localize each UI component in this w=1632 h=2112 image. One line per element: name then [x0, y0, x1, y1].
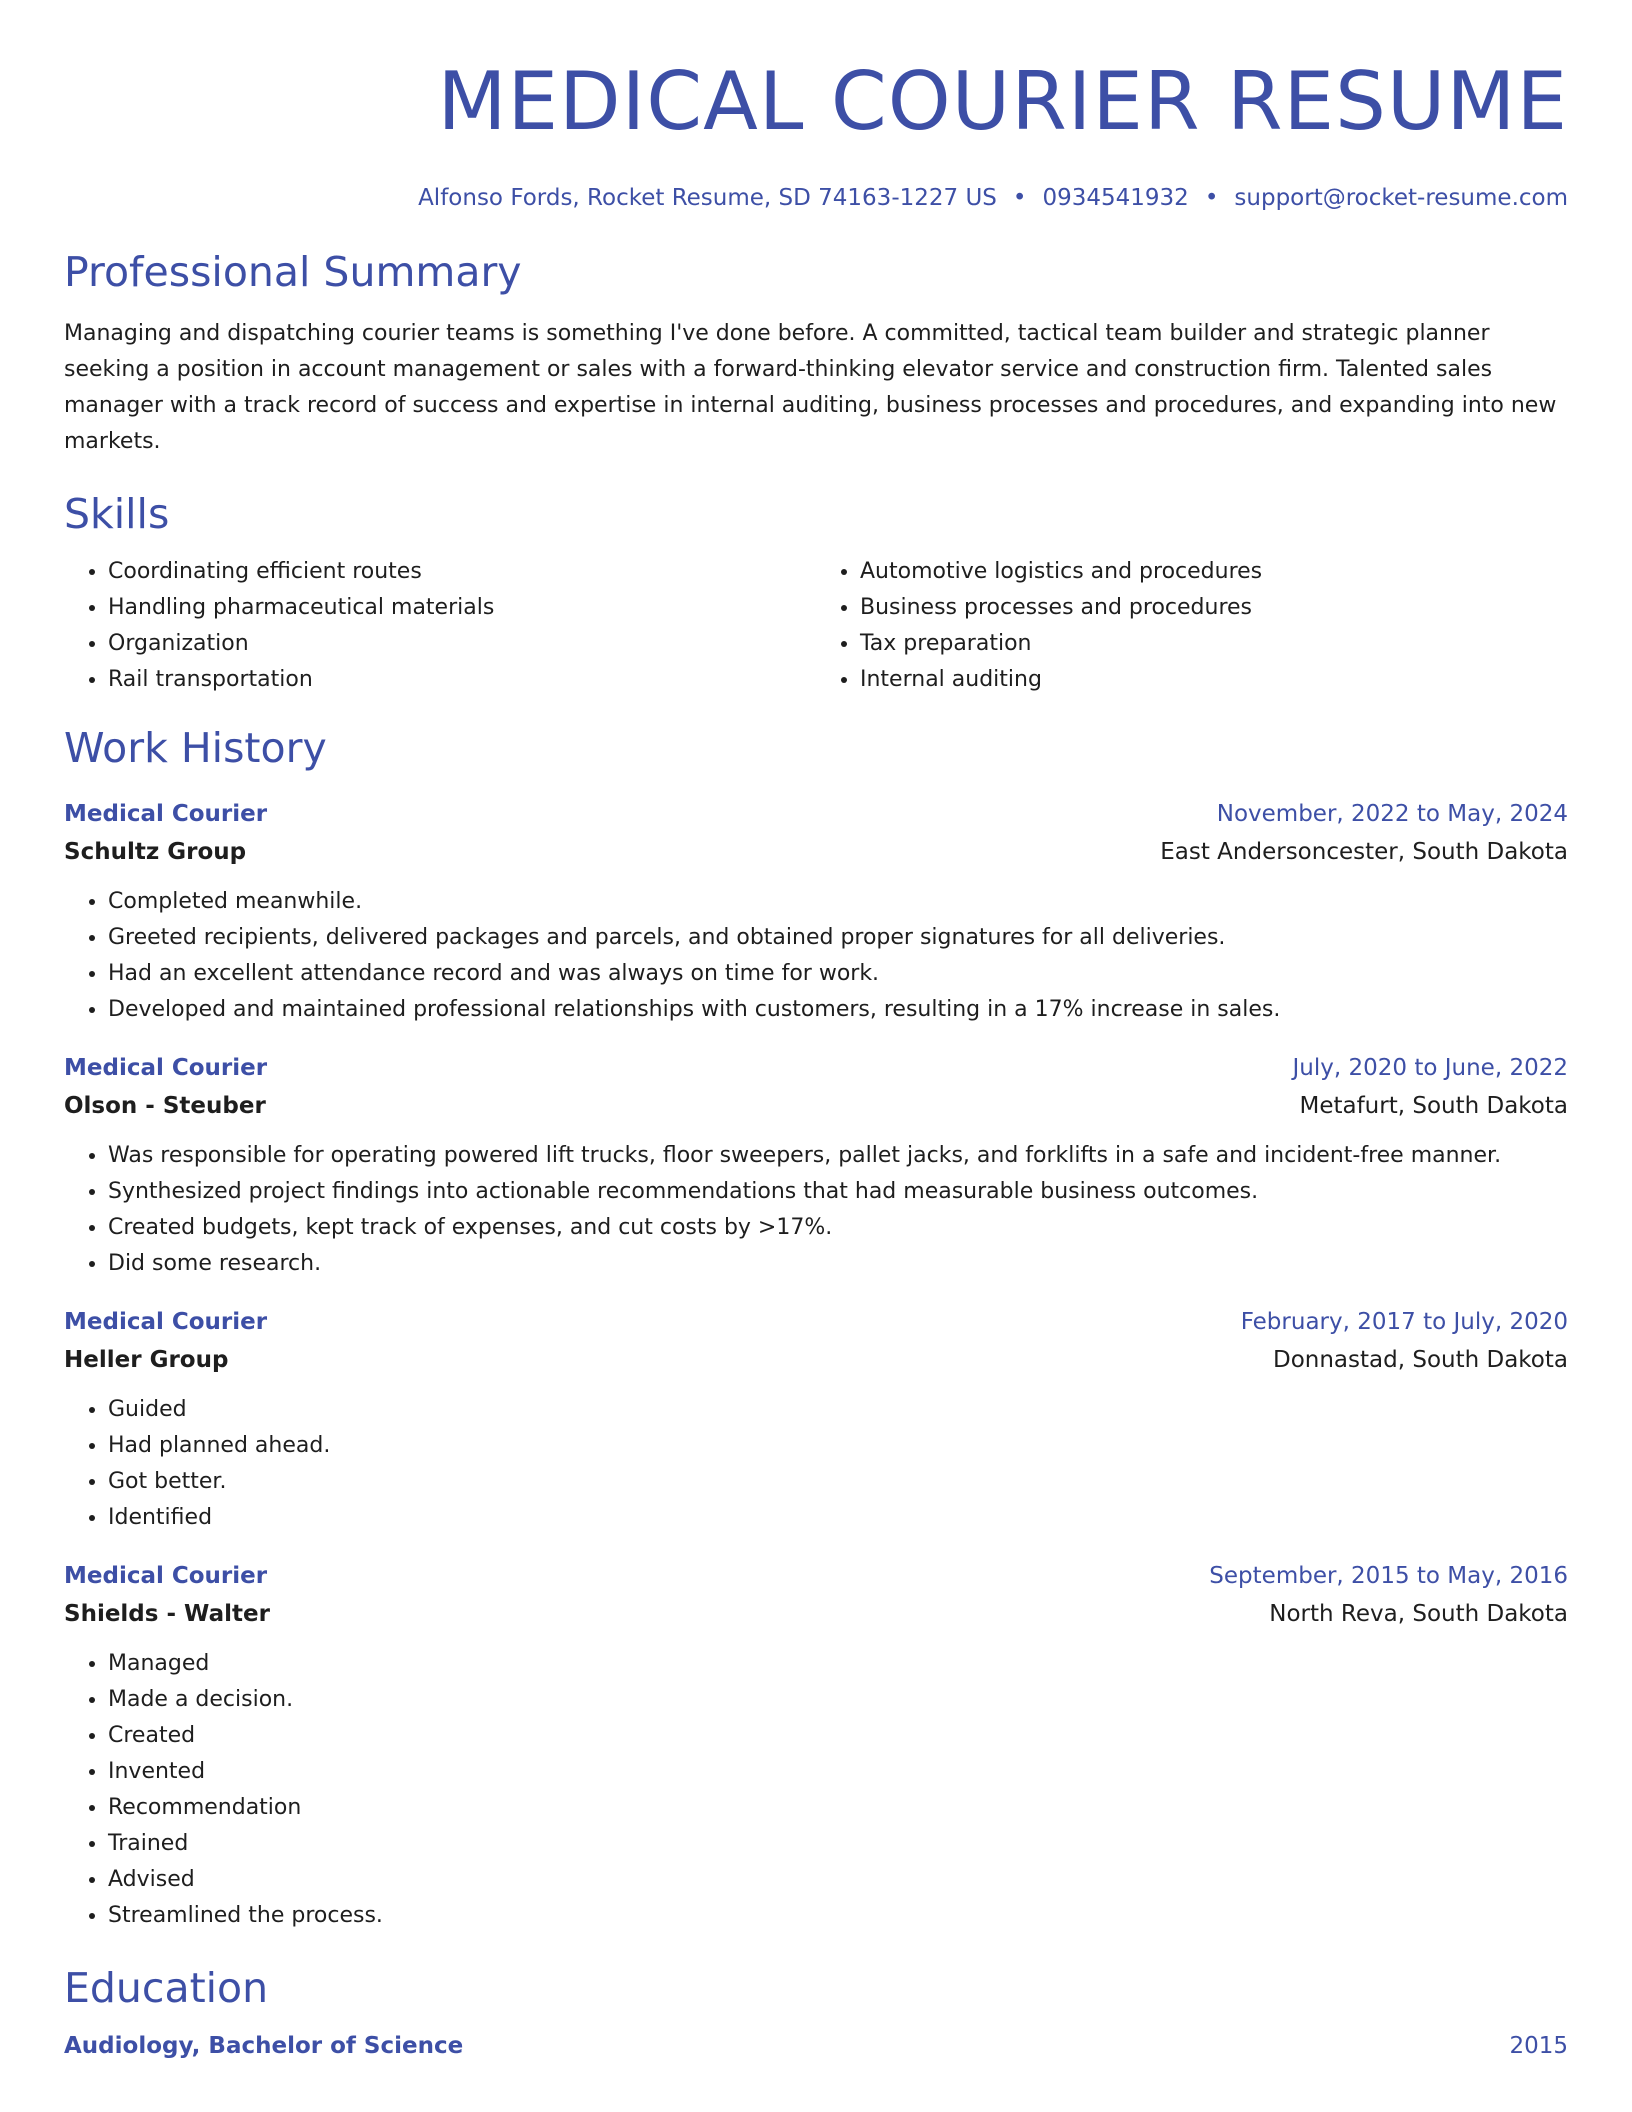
- education-heading: Education: [64, 1964, 269, 2012]
- resume-title: MEDICAL COURIER RESUME: [437, 55, 1568, 148]
- job-entry: [64, 796, 1568, 1028]
- skill-item: • Coordinating efficient routes: [108, 554, 816, 590]
- job-company: Olson - Steuber: [64, 1093, 266, 1119]
- education-year: 2015: [1509, 2033, 1568, 2059]
- job-subheader: [64, 1340, 1568, 1380]
- job-bullet: • Created: [108, 1718, 1568, 1754]
- job-dates: July, 2020 to June, 2022: [1292, 1055, 1568, 1081]
- job-bullet: • Synthesized project findings into actionable recommendations that had measurable business outcomes.: [108, 1174, 1568, 1210]
- contact-line: [64, 182, 1568, 214]
- job-bullet: • Greeted recipients, delivered packages and parcels, and obtained proper signatures for all deliveries.: [108, 920, 1568, 956]
- job-header: [64, 1304, 1568, 1340]
- job-bullet: • Had planned ahead.: [108, 1428, 1568, 1464]
- job-company: Schultz Group: [64, 839, 247, 865]
- summary-text: Managing and dispatching courier teams is something I've done before. A committed, tactical team builder and strategic planner seeking a position in account management or sales with a forward-thinking elevator service and construction firm. Talented sales manager with a track record of success and expertise in internal auditing, business processes and procedures, and expanding into new markets.: [64, 321, 1557, 454]
- job-entry: [64, 1558, 1568, 1934]
- job-header: [64, 1558, 1568, 1594]
- job-dates: February, 2017 to July, 2020: [1240, 1309, 1568, 1335]
- job-title: Medical Courier: [64, 1055, 268, 1081]
- job-location: East Andersoncester, South Dakota: [1160, 839, 1568, 865]
- job-header: [64, 1050, 1568, 1086]
- contact-phone: 0934541932: [1042, 185, 1189, 211]
- job-bullet: • Was responsible for operating powered lift trucks, floor sweepers, pallet jacks, and forklifts in a safe and incident-free manner.: [108, 1138, 1568, 1174]
- work-history-heading: Work History: [64, 724, 327, 772]
- job-bullet: • Advised: [108, 1862, 1568, 1898]
- job-bullet: • Did some research.: [108, 1246, 1568, 1282]
- job-company: Shields - Walter: [64, 1601, 270, 1627]
- skills-grid: [64, 554, 1568, 698]
- job-title: Medical Courier: [64, 801, 268, 827]
- skill-item: • Organization: [108, 626, 816, 662]
- skills-heading: Skills: [64, 490, 170, 538]
- job-bullets: [64, 1646, 1568, 1934]
- job-bullet: • Made a decision.: [108, 1682, 1568, 1718]
- job-header: [64, 796, 1568, 832]
- skills-column-left: [64, 554, 816, 698]
- job-location: Donnastad, South Dakota: [1273, 1347, 1568, 1373]
- job-entry: [64, 1304, 1568, 1536]
- job-bullet: • Got better.: [108, 1464, 1568, 1500]
- job-subheader: [64, 832, 1568, 872]
- job-bullet: • Recommendation: [108, 1790, 1568, 1826]
- skill-item: • Internal auditing: [860, 662, 1568, 698]
- education-degree: Audiology, Bachelor of Science: [64, 2033, 464, 2059]
- job-bullet: • Completed meanwhile.: [108, 884, 1568, 920]
- contact-email: support@rocket-resume.com: [1234, 185, 1568, 211]
- job-location: Metafurt, South Dakota: [1299, 1093, 1568, 1119]
- education-entry: [64, 2028, 1568, 2064]
- job-bullet: • Streamlined the process.: [108, 1898, 1568, 1934]
- job-location: North Reva, South Dakota: [1269, 1601, 1568, 1627]
- skill-item: • Handling pharmaceutical materials: [108, 590, 816, 626]
- job-bullets: [64, 1392, 1568, 1536]
- job-bullet: • Trained: [108, 1826, 1568, 1862]
- summary-heading: Professional Summary: [64, 248, 522, 296]
- skill-item: • Tax preparation: [860, 626, 1568, 662]
- job-bullet: • Had an excellent attendance record and was always on time for work.: [108, 956, 1568, 992]
- job-bullet: • Managed: [108, 1646, 1568, 1682]
- skill-item: • Rail transportation: [108, 662, 816, 698]
- job-title: Medical Courier: [64, 1309, 268, 1335]
- job-subheader: [64, 1594, 1568, 1634]
- job-bullets: [64, 1138, 1568, 1282]
- job-dates: November, 2022 to May, 2024: [1216, 801, 1568, 827]
- job-entry: [64, 1050, 1568, 1282]
- job-bullet: • Identified: [108, 1500, 1568, 1536]
- job-subheader: [64, 1086, 1568, 1126]
- skill-item: • Automotive logistics and procedures: [860, 554, 1568, 590]
- contact-separator: •: [1012, 185, 1027, 211]
- job-dates: September, 2015 to May, 2016: [1209, 1563, 1568, 1589]
- skills-column-right: [816, 554, 1568, 698]
- job-bullet: • Invented: [108, 1754, 1568, 1790]
- job-bullet: • Developed and maintained professional relationships with customers, resulting in a 17% increase in sales.: [108, 992, 1568, 1028]
- job-company: Heller Group: [64, 1347, 229, 1373]
- contact-separator: •: [1204, 185, 1219, 211]
- job-title: Medical Courier: [64, 1563, 268, 1589]
- job-bullets: [64, 884, 1568, 1028]
- contact-address: Alfonso Fords, Rocket Resume, SD 74163-1227 US: [418, 185, 997, 211]
- skill-item: • Business processes and procedures: [860, 590, 1568, 626]
- job-bullet: • Created budgets, kept track of expenses, and cut costs by >17%.: [108, 1210, 1568, 1246]
- job-bullet: • Guided: [108, 1392, 1568, 1428]
